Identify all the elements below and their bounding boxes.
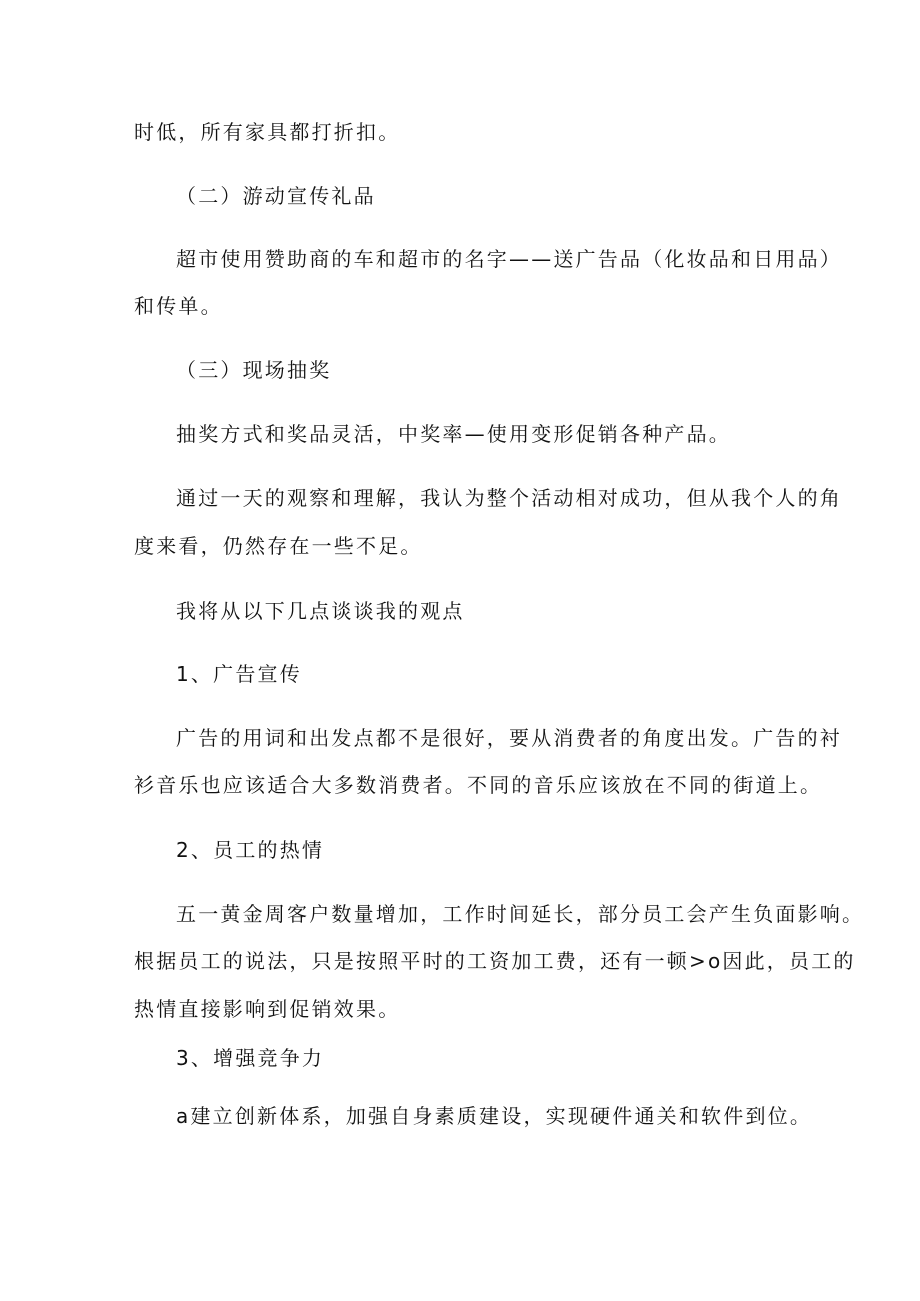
section-heading: 3、增强竞争力 [176,1046,325,1070]
text-line: 抽奖方式和奖品灵活，中奖率—使用变形促销各种产品。 [176,422,731,446]
text-line: 根据员工的说法，只是按照平时的工资加工费，还有一顿>o因此，员工的 [134,949,856,973]
text-line: 超市使用赞助商的车和超市的名字——送广告品（化妆品和日用品） [176,247,842,271]
text-line: 和传单。 [134,294,223,318]
text-line: 广告的用词和出发点都不是很好，要从消费者的角度出发。广告的衬 [176,726,842,750]
text-line: 衫音乐也应该适合大多数消费者。不同的音乐应该放在不同的街道上。 [134,773,823,797]
text-line: 热情直接影响到促销效果。 [134,997,401,1021]
section-heading: 2、员工的热情 [176,838,325,862]
text-line: 我将从以下几点谈谈我的观点 [176,599,465,623]
text-line: 度来看，仍然存在一些不足。 [134,534,423,558]
section-heading: （二）游动宣传礼品 [176,184,376,208]
text-line: 时低，所有家具都打折扣。 [134,120,401,144]
text-line: 通过一天的观察和理解，我认为整个活动相对成功，但从我个人的角 [176,486,842,510]
text-line: a建立创新体系，加强自身素质建设，实现硬件通关和软件到位。 [176,1104,813,1128]
section-heading: 1、广告宣传 [176,662,302,686]
text-line: 五一黄金周客户数量增加，工作时间延长，部分员工会产生负面影响。 [176,902,865,926]
section-heading: （三）现场抽奖 [176,358,332,382]
